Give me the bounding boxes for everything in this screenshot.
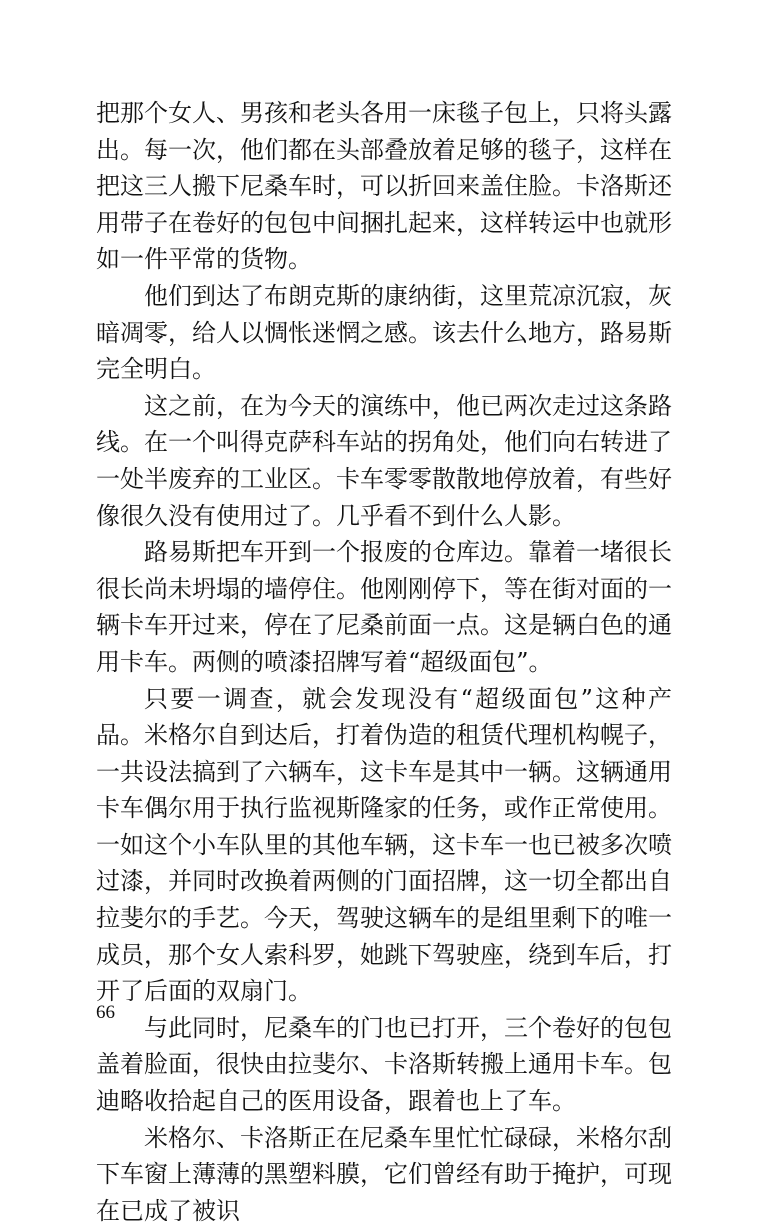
- paragraph-4: 路易斯把车开到一个报废的仓库边。靠着一堵很长很长尚未坍塌的墙停住。他刚刚停下，等在街对面的一辆卡车开过来，停在了尼桑前面一点。这是辆白色的通用卡车。两侧的喷漆招牌写着“超级面包”。: [96, 538, 672, 676]
- paragraph-7: 米格尔、卡洛斯正在尼桑车里忙忙碌碌，米格尔刮下车窗上薄薄的黑塑料膜，它们曾经有助于掩护，可现在已成了被识: [96, 1123, 672, 1225]
- paragraph-2: 他们到达了布朗克斯的康纳街，这里荒凉沉寂，灰暗凋零，给人以惆怅迷惘之感。该去什么地方，路易斯完全明白。: [96, 281, 672, 384]
- paragraph-5: 只要一调查，就会发现没有“超级面包”这种产品。米格尔自到达后，打着伪造的租赁代理机构幌子，一共设法搞到了六辆车，这卡车是其中一辆。这辆通用卡车偶尔用于执行监视斯隆家的任务，或作正常使用。一如这个小车队里的其他车辆，这卡车一也已被多次喷过漆，并同时改换着两侧的门面招牌，这一切全都出自拉斐尔的手艺。今天，驾驶这辆车的是组里剩下的唯一成员，那个女人索科罗，她跳下驾驶座，绕到车后，打开了后面的双扇门。: [96, 684, 672, 1006]
- paragraph-6: 与此同时，尼桑车的门也已打开，三个卷好的包包盖着脸面，很快由拉斐尔、卡洛斯转搬上通用卡车。包迪略收拾起自己的医用设备，跟着也上了车。: [96, 1013, 672, 1116]
- page-body: [96, 95, 672, 1229]
- paragraph-3: 这之前，在为今天的演练中，他已两次走过这条路线。在一个叫得克萨科车站的拐角处，他们向右转进了一处半废弃的工业区。卡车零零散散地停放着，有些好像很久没有使用过了。几乎看不到什么人影。: [96, 391, 672, 530]
- page-number: 66: [96, 1002, 115, 1023]
- paragraph-1: 把那个女人、男孩和老头各用一床毯子包上，只将头露出。每一次，他们都在头部叠放着足够的毯子，这样在把这三人搬下尼桑车时，可以折回来盖住脸。卡洛斯还用带子在卷好的包包中间捆扎起来，这样转运中也就形如一件平常的货物。: [96, 99, 672, 274]
